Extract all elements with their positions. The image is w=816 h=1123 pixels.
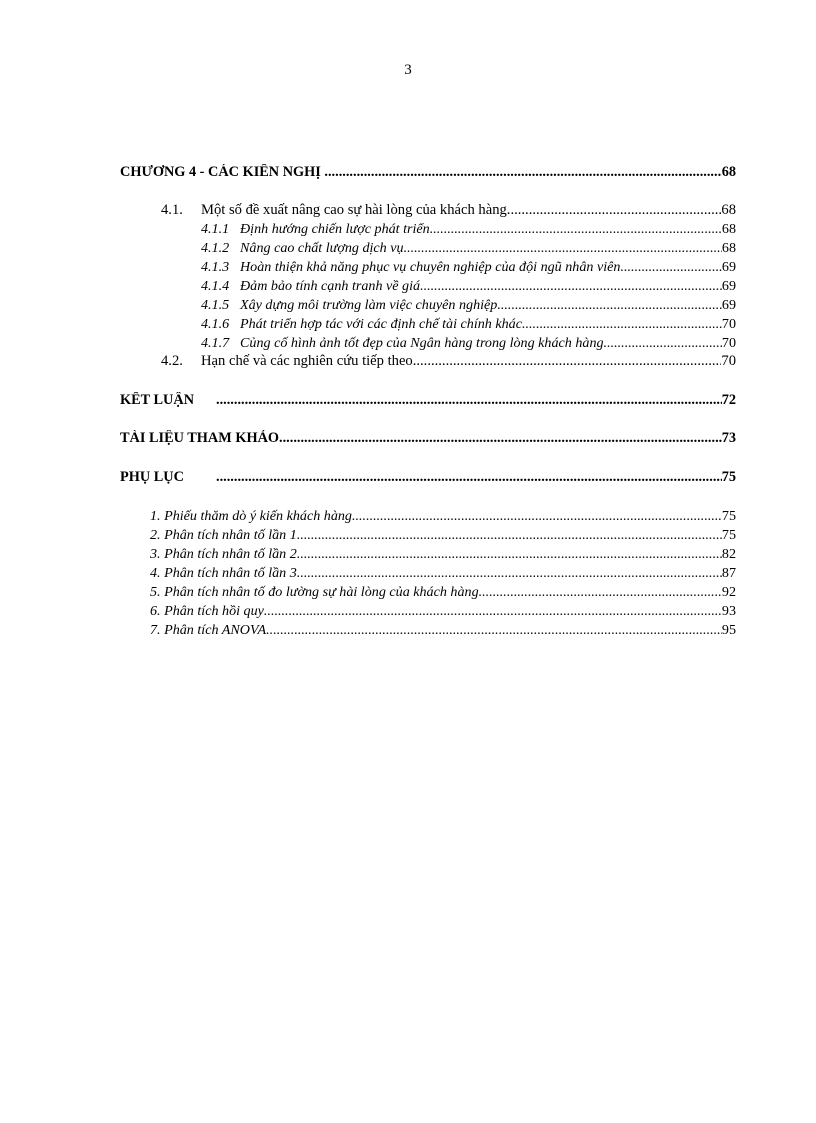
toc-entry-number: 4.1.4 [201, 278, 230, 294]
toc-entry-appendix[interactable] [120, 469, 736, 491]
dot-leader [321, 164, 722, 181]
toc-entry-subsection-4-1-4[interactable] [120, 278, 736, 297]
dot-leader [264, 603, 722, 620]
toc-entry-appendix-item-5[interactable] [120, 584, 736, 603]
toc-entry-title: PHỤ LỤC [120, 469, 184, 485]
toc-entry-title: CHƯƠNG 4 - CÁC KIẾN NGHỊ [120, 164, 321, 180]
toc-entry-subsection-4-1-2[interactable] [120, 240, 736, 259]
dot-leader [604, 335, 722, 352]
dot-leader [216, 392, 722, 409]
dot-leader [216, 469, 722, 486]
toc-entry-subsection-4-1-6[interactable] [120, 316, 736, 335]
toc-entry-appendix-item-6[interactable] [120, 603, 736, 622]
toc-entry-subsection-4-1-3[interactable] [120, 259, 736, 278]
toc-entry-title: 2. Phân tích nhân tố lần 1 [150, 527, 297, 543]
toc-entry-section-4-2[interactable] [120, 353, 736, 372]
toc-entry-title: TÀI LIỆU THAM KHẢO [120, 430, 280, 446]
toc-entry-page: 75 [721, 508, 736, 524]
toc-entry-page: 69 [721, 297, 736, 313]
dot-leader [413, 353, 722, 370]
toc-entry-page: 93 [721, 603, 736, 619]
toc-entry-appendix-item-4[interactable] [120, 565, 736, 584]
toc-entry-appendix-item-3[interactable] [120, 546, 736, 565]
toc-entry-title: 6. Phân tích hồi quy [150, 603, 264, 619]
toc-entry-references[interactable] [120, 430, 736, 452]
toc-entry-appendix-item-2[interactable] [120, 527, 736, 546]
toc-entry-conclusion[interactable] [120, 392, 736, 414]
dot-leader [620, 259, 721, 276]
toc-entry-title: KẾT LUẬN [120, 392, 195, 408]
toc-entry-page: 68 [721, 202, 736, 218]
toc-entry-page: 95 [721, 622, 736, 638]
toc-entry-subsection-4-1-1[interactable] [120, 221, 736, 240]
toc-entry-appendix-item-7[interactable] [120, 622, 736, 641]
toc-entry-title: Đảm bảo tính cạnh tranh về giá [240, 278, 421, 294]
toc-entry-title: Định hướng chiến lược phát triển [240, 221, 430, 237]
toc-entry-title: 5. Phân tích nhân tố đo lường sự hài lòng của khách hàng [150, 584, 479, 600]
toc-entry-title: Xây dựng môi trường làm việc chuyên nghiệp [240, 297, 498, 313]
dot-leader [279, 430, 722, 447]
toc-entry-page: 68 [721, 240, 736, 256]
toc-entry-number: 4.1.1 [201, 221, 230, 237]
dot-leader [507, 202, 722, 219]
toc-entry-page: 73 [721, 430, 736, 446]
toc-entry-page: 69 [721, 278, 736, 294]
dot-leader [497, 297, 722, 314]
dot-leader [420, 278, 722, 295]
toc-entry-page: 72 [721, 392, 736, 408]
toc-entry-page: 70 [721, 335, 736, 351]
dot-leader [522, 316, 722, 333]
dot-leader [297, 527, 722, 544]
toc-entry-title: 3. Phân tích nhân tố lần 2 [150, 546, 297, 562]
toc-entry-chapter-4[interactable] [120, 164, 736, 186]
toc-entry-number: 4.1.2 [201, 240, 230, 256]
toc-entry-title: Hoàn thiện khả năng phục vụ chuyên nghiệp của đội ngũ nhân viên [240, 259, 621, 275]
toc-entry-number: 4.1.6 [201, 316, 230, 332]
toc-entry-number: 4.1.7 [201, 335, 230, 351]
toc-entry-number: 4.2. [161, 353, 183, 369]
page-number: 3 [404, 62, 412, 78]
toc-entry-title: Phát triển hợp tác với các định chế tài chính khác [240, 316, 522, 332]
toc-entry-page: 92 [721, 584, 736, 600]
toc-entry-page: 70 [721, 316, 736, 332]
toc-entry-page: 87 [721, 565, 736, 581]
toc-entry-title: 4. Phân tích nhân tố lần 3 [150, 565, 297, 581]
toc-entry-page: 82 [721, 546, 736, 562]
toc-entry-page: 69 [721, 259, 736, 275]
dot-leader [404, 240, 722, 257]
dot-leader [297, 546, 722, 563]
toc-entry-title: 7. Phân tích ANOVA [150, 622, 267, 638]
toc-entry-title: 1. Phiếu thăm dò ý kiến khách hàng [150, 508, 352, 524]
toc-entry-number: 4.1.5 [201, 297, 230, 313]
toc-entry-title: Nâng cao chất lượng dịch vụ [240, 240, 404, 256]
toc-entry-page: 75 [721, 469, 736, 485]
toc-entry-section-4-1[interactable] [120, 202, 736, 221]
toc-entry-title: Một số đề xuất nâng cao sự hài lòng của khách hàng [201, 202, 507, 218]
dot-leader [352, 508, 722, 525]
dot-leader [297, 565, 722, 582]
toc-entry-appendix-item-1[interactable] [120, 508, 736, 527]
toc-entry-title: Hạn chế và các nghiên cứu tiếp theo [201, 353, 413, 369]
toc-entry-title: Củng cố hình ảnh tốt đẹp của Ngân hàng trong lòng khách hàng [240, 335, 604, 351]
toc-entry-page: 68 [721, 164, 736, 180]
dot-leader [266, 622, 722, 639]
toc-entry-page: 75 [721, 527, 736, 543]
toc-entry-number: 4.1.3 [201, 259, 230, 275]
dot-leader [430, 221, 722, 238]
toc-entry-subsection-4-1-7[interactable] [120, 335, 736, 354]
toc-entry-page: 70 [721, 353, 736, 369]
toc-entry-subsection-4-1-5[interactable] [120, 297, 736, 316]
toc-entry-number: 4.1. [161, 202, 183, 218]
toc-entry-page: 68 [721, 221, 736, 237]
dot-leader [479, 584, 722, 601]
